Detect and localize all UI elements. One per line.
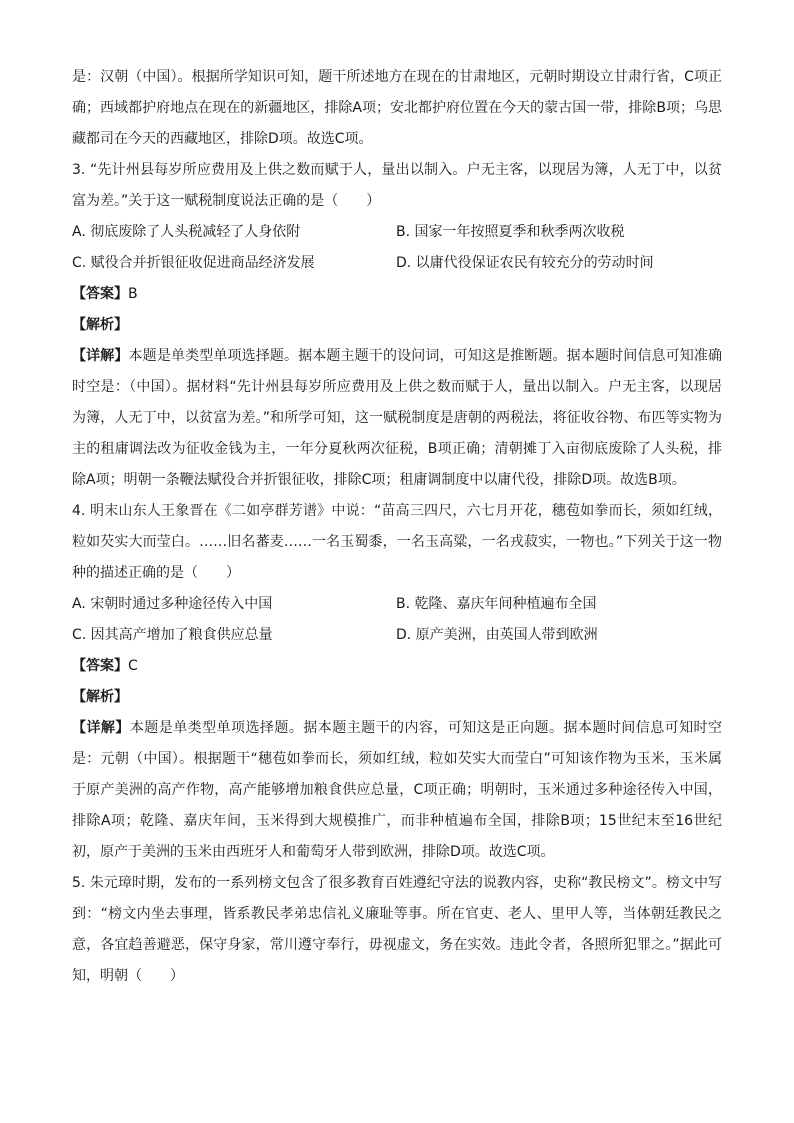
q3-analysis-heading — [72, 310, 722, 341]
detail-text: 本题是单类型单项选择题。据本题主题干的内容，可知这是正向题。据本题时间信息可知时空是：元朝（中国）。根据题干“穗苞如拳而长，须如红绒，粒如芡实大而莹白”可知该作物为玉米，玉米属于原产美洲的高产作物，高产能够增加粮食供应总量，C项正确；明朝时，玉米通过多种途径传入中国，排除A项；乾隆、嘉庆年间，玉米得到大规模推广，而非种植遍布全国，排除B项；15世纪末至16世纪初，原产于美洲的玉米由西班牙人和葡萄牙人带到欧洲，排除D项。故选C项。 — [72, 720, 723, 860]
detail-label: 【详解】 — [72, 348, 129, 364]
question-5 — [72, 868, 722, 992]
detail-label: 【详解】 — [72, 720, 130, 736]
q3-stem: 3. “先计州县每岁所应费用及上供之数而赋于人，量出以制入。户无主客，以现居为簿，人无丁中，以贫富为差。”关于这一赋税制度说法正确的是（ ） — [72, 162, 722, 209]
q3-answer — [72, 279, 722, 310]
answer-value: C — [128, 658, 138, 674]
q3-detail — [72, 341, 722, 496]
q5-stem: 5. 朱元璋时期，发布的一系列榜文包含了很多教育百姓遵纪守法的说教内容，史称“教民榜文”。榜文中写到：“榜文内坐去事理，皆系教民孝弟忠信礼义廉耻等事。所在官吏、老人、里甲人等，当体朝廷教民之意，各宜趋善避恶，保守身家，常川遵守奉行，毋视虚文，务在实效。违此令者，各照所犯罪之。”据此可知，明朝（ ） — [72, 875, 722, 984]
analysis-label: 【解析】 — [72, 689, 128, 705]
document-page — [72, 62, 722, 992]
answer-label: 【答案】 — [72, 658, 128, 674]
detail-text: 本题是单类型单项选择题。据本题主题干的设问词，可知这是推断题。据本题时间信息可知准确时空是：（中国）。据材料“先计州县每岁所应费用及上供之数而赋于人，量出以制入。户无主客，以现居为簿，人无丁中，以贫富为差。”和所学可知，这一赋税制度是唐朝的两税法，将征收谷物、布匹等实物为主的租庸调法改为征收金钱为主，一年分夏秋两次征税，B项正确；清朝摊丁入亩彻底废除了人头税，排除A项；明朝一条鞭法赋役合并折银征收，排除C项；租庸调制度中以庸代役，排除D项。故选B项。 — [72, 348, 723, 488]
q3-option-b[interactable]: B. 国家一年按照夏季和秋季两次收税 — [396, 224, 625, 240]
q4-option-a[interactable]: A. 宋朝时通过多种途径传入中国 — [72, 596, 273, 612]
q2-analysis-tail: 是：汉朝（中国）。根据所学知识可知，题干所述地方在现在的甘肃地区，元朝时期设立甘肃行省，C项正确；西域都护府地点在现在的新疆地区，排除A项；安北都护府位置在今天的蒙古国一带，排除B项；乌思藏都司在今天的西藏地区，排除D项。故选C项。 — [72, 69, 722, 147]
q4-stem: 4. 明末山东人王象晋在《二如亭群芳谱》中说：“苗高三四尺，六七月开花，穗苞如拳而长，须如红绒，粒如芡实大而莹白。……旧名蕃麦……一名玉蜀黍，一名玉高粱，一名戎菽实，一物也。”下列关于这一物种的描述正确的是（ ） — [72, 503, 722, 581]
q4-option-b[interactable]: B. 乾隆、嘉庆年间种植遍布全国 — [396, 596, 597, 612]
q3-options-row-2 — [72, 248, 722, 279]
q3-options-row-1 — [72, 217, 722, 248]
q3-option-c[interactable]: C. 赋役合并折银征收促进商品经济发展 — [72, 255, 315, 271]
q4-option-d[interactable]: D. 原产美洲，由英国人带到欧洲 — [396, 627, 598, 643]
q4-answer — [72, 651, 722, 682]
q4-detail — [72, 713, 722, 868]
q4-options-row-2 — [72, 620, 722, 651]
answer-label: 【答案】 — [72, 286, 128, 302]
q4-option-c[interactable]: C. 因其高产增加了粮食供应总量 — [72, 627, 273, 643]
question-4 — [72, 496, 722, 868]
q3-option-d[interactable]: D. 以庸代役保证农民有较充分的劳动时间 — [396, 255, 654, 271]
answer-value: B — [128, 286, 138, 302]
q4-analysis-heading — [72, 682, 722, 713]
analysis-label: 【解析】 — [72, 317, 128, 333]
q3-option-a[interactable]: A. 彻底废除了人头税减轻了人身依附 — [72, 224, 301, 240]
q4-options-row-1 — [72, 589, 722, 620]
question-3 — [72, 155, 722, 496]
